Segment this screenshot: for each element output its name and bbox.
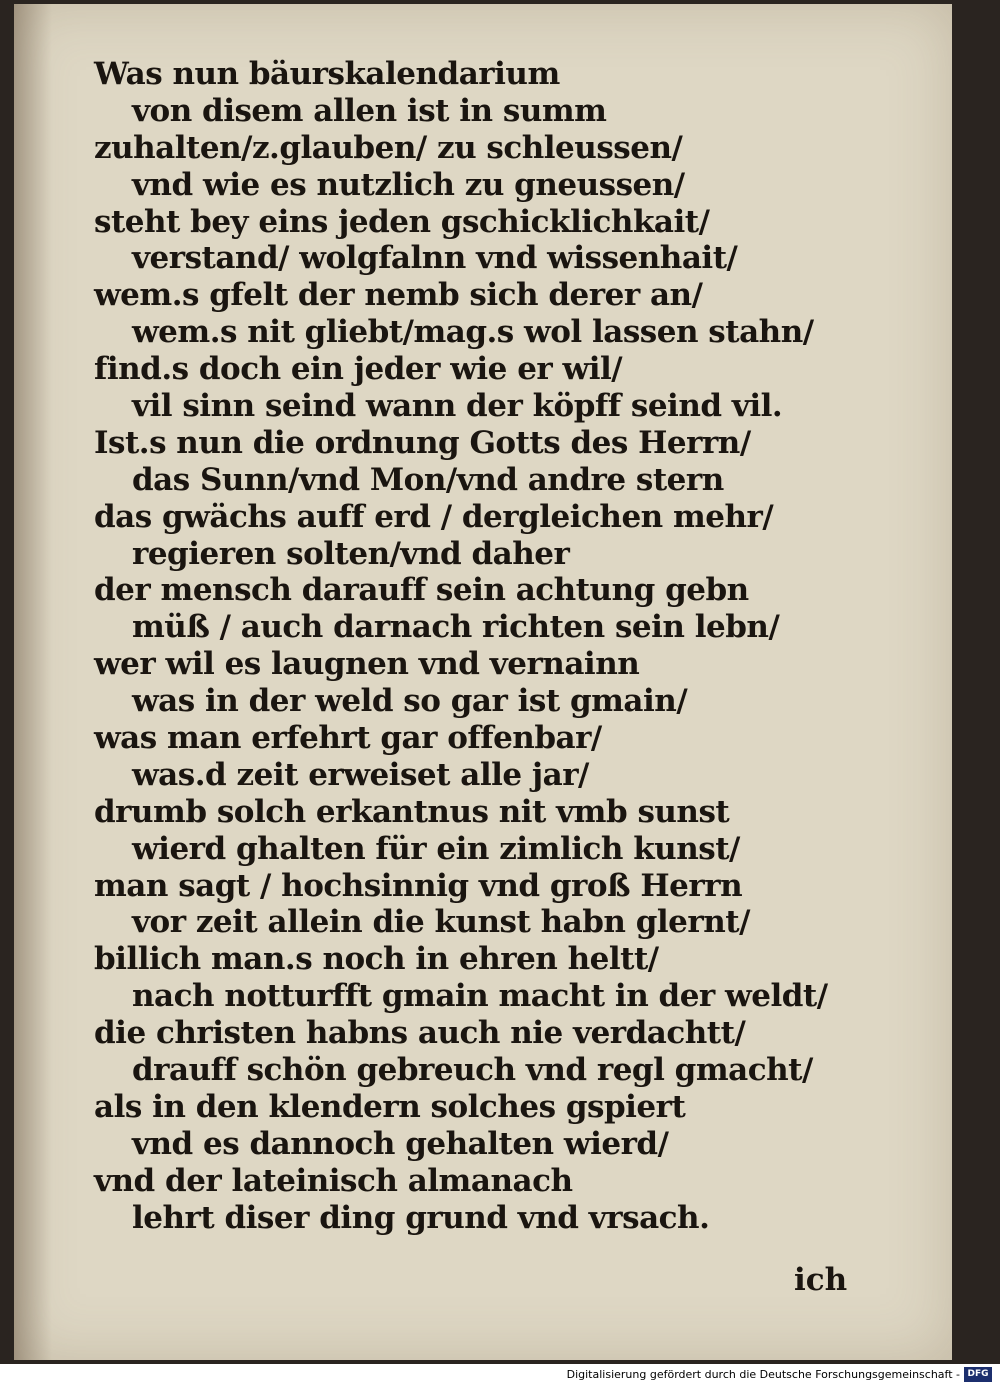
text-line: drumb solch erkantnus nit vmb sunst	[94, 793, 730, 830]
text-line: Ist.s nun die ordnung Gotts des Herrn/	[94, 424, 751, 461]
text-line: was man erfehrt gar offenbar/	[94, 720, 602, 757]
text-line: das gwächs auff erd / dergleichen mehr/	[94, 498, 774, 535]
text-line: find.s doch ein jeder wie er wil/	[94, 351, 623, 388]
poem-text-block	[94, 56, 934, 1237]
text-line: die christen habns auch nie verdachtt/	[94, 1015, 746, 1052]
text-line: vnd es dannoch gehalten wierd/	[132, 1125, 669, 1162]
text-line: der mensch darauff sein achtung gebn	[94, 572, 749, 609]
text-line: was.d zeit erweiset alle jar/	[132, 756, 589, 793]
page-gutter-shade	[14, 4, 52, 1360]
text-line: verstand/ wolgfalnn vnd wissenhait/	[132, 240, 738, 277]
dfg-logo: DFG	[964, 1367, 992, 1382]
text-line: wer wil es laugnen vnd vernainn	[94, 646, 640, 683]
text-line: man sagt / hochsinnig vnd groß Herrn	[94, 867, 743, 904]
text-line: vnd der lateinisch almanach	[94, 1162, 573, 1199]
text-line: lehrt diser ding grund vnd vrsach.	[132, 1199, 710, 1236]
catchword: ich	[794, 1262, 848, 1298]
footer-bar	[0, 1364, 1000, 1386]
text-line: billich man.s noch in ehren heltt/	[94, 941, 659, 978]
text-line: wierd ghalten für ein zimlich kunst/	[132, 830, 740, 867]
text-line: von disem allen ist in summ	[132, 92, 607, 129]
book-page	[14, 4, 952, 1360]
text-line: was in der weld so gar ist gmain/	[132, 683, 688, 720]
text-line: regieren solten/vnd daher	[132, 535, 570, 572]
text-line: wem.s gfelt der nemb sich derer an/	[94, 277, 703, 314]
text-line: wem.s nit gliebt/mag.s wol lassen stahn/	[132, 314, 814, 351]
text-line: drauff schön gebreuch vnd regl gmacht/	[132, 1052, 813, 1089]
text-line: steht bey eins jeden gschicklichkait/	[94, 203, 710, 240]
footer-credit: Digitalisierung gefördert durch die Deutsche Forschungsgemeinschaft -	[566, 1368, 960, 1381]
text-line: vnd wie es nutzlich zu gneussen/	[132, 166, 685, 203]
text-line: das Sunn/vnd Mon/vnd andre stern	[132, 461, 724, 498]
text-line: zuhalten/z.glauben/ zu schleussen/	[94, 129, 683, 166]
text-line: nach notturfft gmain macht in der weldt/	[132, 978, 828, 1015]
text-line: müß / auch darnach richten sein lebn/	[132, 609, 780, 646]
text-line: vil sinn seind wann der köpff seind vil.	[132, 388, 783, 425]
text-line: als in den klendern solches gspiert	[94, 1088, 686, 1125]
text-line: vor zeit allein die kunst habn glernt/	[132, 904, 750, 941]
text-line: Was nun bäurskalendarium	[94, 56, 560, 92]
